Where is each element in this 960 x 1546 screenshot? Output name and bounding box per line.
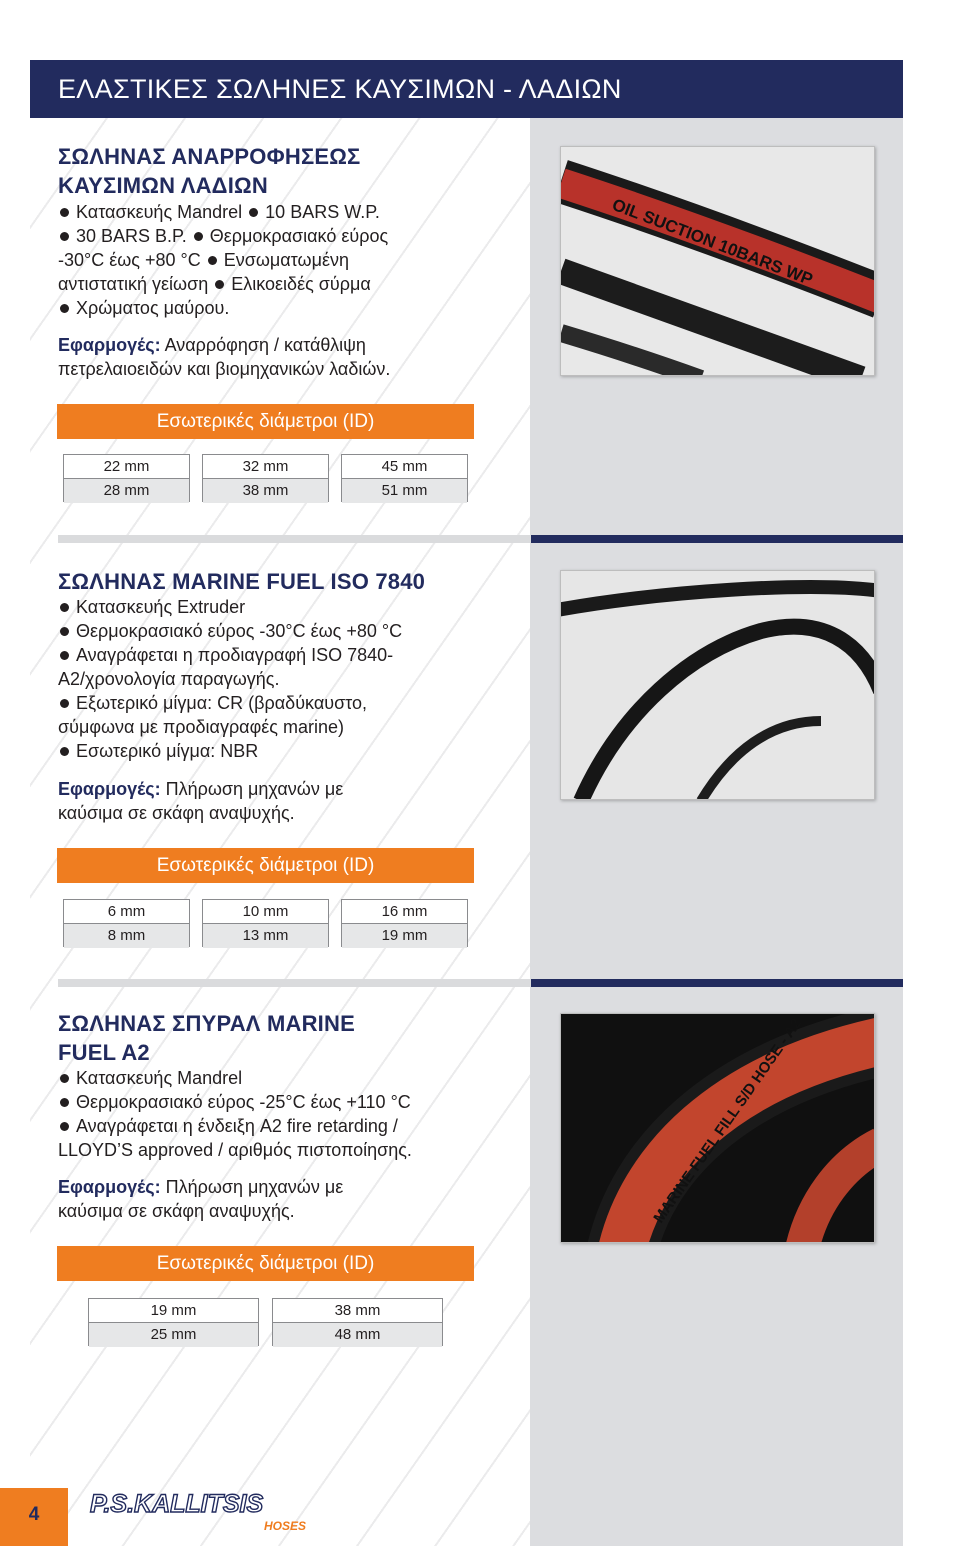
applications-label: Εφαρμογές: xyxy=(58,335,161,355)
spec-text: 30 BARS B.P. xyxy=(76,226,187,246)
section-1-title xyxy=(58,142,360,200)
page-number-badge xyxy=(0,1488,68,1546)
applications-text: πετρελαιοειδών και βιομηχανικών λαδιών. xyxy=(58,359,391,379)
spec-text: Κατασκευής Mandrel xyxy=(76,1068,243,1088)
spec-text: LLOYD’S approved / αριθμός πιστοποίησης. xyxy=(58,1140,412,1160)
applications-text: καύσιμα σε σκάφη αναψυχής. xyxy=(58,1201,295,1221)
bullet-icon xyxy=(208,256,217,265)
logo-sub-text: HOSES xyxy=(264,1519,307,1533)
hose-print-text: OIL SUCTION 10BARS WP xyxy=(609,194,816,290)
spec-text: Εξωτερικό μίγμα: CR (βραδύκαυστο, xyxy=(76,693,368,713)
section-1-id-header: Εσωτερικές διάμετροι (ID) xyxy=(57,404,474,439)
size-box xyxy=(202,454,329,502)
size-box xyxy=(202,899,329,947)
applications-text: Πλήρωση μηχανών με xyxy=(165,779,344,799)
section-2-description xyxy=(58,595,402,763)
spec-text: Θερμοκρασιακό εύρος -25°C έως +110 °C xyxy=(76,1092,411,1112)
spec-text: Κατασκευής Mandrel xyxy=(76,202,243,222)
section-1-title-line: ΣΩΛΗΝΑΣ ΑΝΑΡΡΟΦΗΣΕΩΣ xyxy=(58,144,361,169)
section-3-title xyxy=(58,1009,355,1067)
spec-text: σύμφωνα με προδιαγραφές marine) xyxy=(58,717,344,737)
hose-image xyxy=(561,1014,875,1243)
spec-text: Ελικοειδές σύρμα xyxy=(231,274,371,294)
size-box xyxy=(88,1298,259,1346)
spec-text: -30°C έως +80 °C xyxy=(58,250,201,270)
bullet-icon xyxy=(60,699,69,708)
hose-image xyxy=(561,147,875,376)
size-value: 28 mm xyxy=(64,479,189,503)
spec-text: αντιστατική γείωση xyxy=(58,274,209,294)
spec-text: Αναγράφεται η ένδειξη A2 fire retarding / xyxy=(76,1116,398,1136)
spec-text: Κατασκευής Extruder xyxy=(76,597,246,617)
section-1-title-line: ΚΑΥΣΙΜΩΝ ΛΑΔΙΩΝ xyxy=(58,173,268,198)
divider-accent xyxy=(531,535,903,543)
size-value: 10 mm xyxy=(203,900,328,924)
spec-text: Χρώματος μαύρου. xyxy=(76,298,230,318)
section-3-applications xyxy=(58,1175,343,1223)
size-value: 38 mm xyxy=(203,479,328,503)
page-number: 4 xyxy=(28,1504,40,1525)
section-1-description xyxy=(58,200,388,320)
bullet-icon xyxy=(60,747,69,756)
logo-main-text: P.S.KALLITSIS xyxy=(90,1490,264,1518)
bullet-icon xyxy=(60,651,69,660)
applications-text: καύσιμα σε σκάφη αναψυχής. xyxy=(58,803,295,823)
bullet-icon xyxy=(60,1122,69,1131)
bullet-icon xyxy=(249,208,258,217)
bullet-icon xyxy=(194,232,203,241)
section-3-title-line: ΣΩΛΗΝΑΣ ΣΠΥΡΑΛ MARINE xyxy=(58,1011,355,1036)
size-value: 38 mm xyxy=(273,1299,442,1323)
applications-text: Πλήρωση μηχανών με xyxy=(165,1177,344,1197)
spec-text: Εσωτερικό μίγμα: NBR xyxy=(76,741,259,761)
size-value: 22 mm xyxy=(64,455,189,479)
section-2-title xyxy=(58,567,425,596)
bullet-icon xyxy=(60,232,69,241)
section-2-id-header: Εσωτερικές διάμετροι (ID) xyxy=(57,848,474,883)
applications-label: Εφαρμογές: xyxy=(58,1177,161,1197)
size-value: 6 mm xyxy=(64,900,189,924)
section-2-title-line: ΣΩΛΗΝΑΣ MARINE FUEL ISO 7840 xyxy=(58,569,426,594)
bullet-icon xyxy=(60,1074,69,1083)
section-divider xyxy=(58,979,903,987)
section-3-title-line: FUEL A2 xyxy=(58,1040,150,1065)
divider-accent xyxy=(531,979,903,987)
size-box xyxy=(341,899,468,947)
size-box xyxy=(63,454,190,502)
logo-graphic xyxy=(88,1488,328,1538)
size-value: 48 mm xyxy=(273,1323,442,1347)
size-value: 51 mm xyxy=(342,479,467,503)
bullet-icon xyxy=(60,1098,69,1107)
size-value: 25 mm xyxy=(89,1323,258,1347)
size-value: 8 mm xyxy=(64,924,189,948)
header-bar xyxy=(30,60,903,118)
size-value: 19 mm xyxy=(89,1299,258,1323)
bullet-icon xyxy=(215,280,224,289)
section-2-applications xyxy=(58,777,343,825)
size-value: 13 mm xyxy=(203,924,328,948)
hose-photo-spiral-marine xyxy=(560,1013,875,1243)
spec-text: Θερμοκρασιακό εύρος xyxy=(209,226,389,246)
section-3-id-header: Εσωτερικές διάμετροι (ID) xyxy=(57,1246,474,1281)
spec-text: Θερμοκρασιακό εύρος -30°C έως +80 °C xyxy=(76,621,403,641)
hose-photo-oil-suction xyxy=(560,146,875,376)
bullet-icon xyxy=(60,304,69,313)
section-divider xyxy=(58,535,903,543)
size-value: 45 mm xyxy=(342,455,467,479)
spec-text: Ενσωματωμένη xyxy=(223,250,349,270)
company-logo xyxy=(88,1488,328,1538)
size-value: 32 mm xyxy=(203,455,328,479)
hose-image xyxy=(561,571,875,800)
section-3-description xyxy=(58,1066,412,1162)
size-value: 16 mm xyxy=(342,900,467,924)
size-value: 19 mm xyxy=(342,924,467,948)
section-1-applications xyxy=(58,333,390,381)
hose-photo-marine-fuel xyxy=(560,570,875,800)
bullet-icon xyxy=(60,603,69,612)
applications-label: Εφαρμογές: xyxy=(58,779,161,799)
hose-print-text: MARINE FUEL FILL S/D HOSE - A2 xyxy=(650,1015,806,1227)
page-title: ΕΛΑΣΤΙΚΕΣ ΣΩΛΗΝΕΣ ΚΑΥΣΙΜΩΝ - ΛΑΔΙΩΝ xyxy=(58,74,622,104)
spec-text: A2/χρονολογία παραγωγής. xyxy=(58,669,280,689)
spec-text: Αναγράφεται η προδιαγραφή ISO 7840- xyxy=(76,645,394,665)
applications-text: Αναρρόφηση / κατάθλιψη xyxy=(164,335,366,355)
bullet-icon xyxy=(60,208,69,217)
size-box xyxy=(272,1298,443,1346)
spec-text: 10 BARS W.P. xyxy=(265,202,380,222)
size-box xyxy=(341,454,468,502)
size-box xyxy=(63,899,190,947)
bullet-icon xyxy=(60,627,69,636)
